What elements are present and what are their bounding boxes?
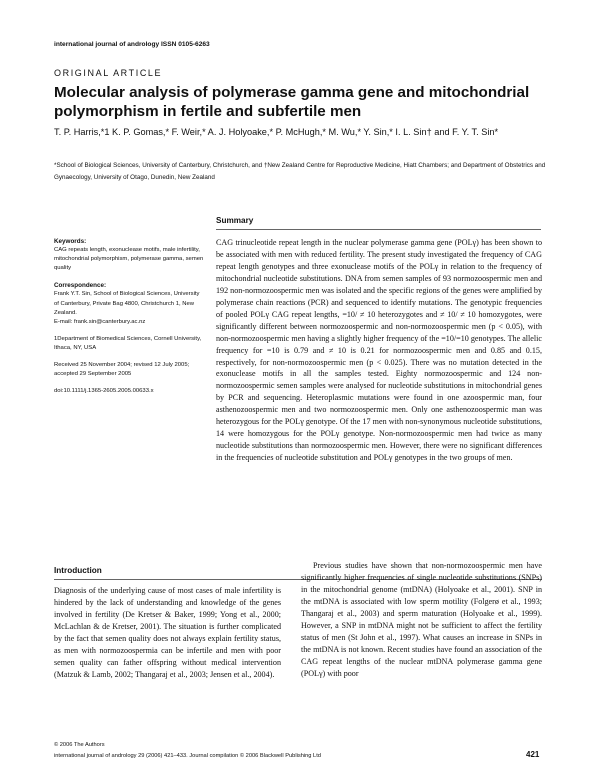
introduction-heading: Introduction [54,566,102,575]
page-number: 421 [526,750,540,759]
copyright-notice: © 2006 The Authors [54,742,105,748]
doi: doi:10.1111/j.1365-2605.2005.00633.x [54,388,154,395]
introduction-column-left: Diagnosis of the underlying cause of most cases of male infertility is hindered by the lack of understanding and knowledge of the genes involved in fertility (De Kretser & Baker, 1999; Yong et al., 2000; McLachlan & de Kretser, 2001). The situation is further complicated by the fact that semen quality does not always explain fertility status, as men with normozoospermia can be infertile and men with poor semen quality can father offspring without medical intervention (Matzuk & Lamb, 2002; Thangaraj et al., 2003; Jensen et al., 2004). [54,586,281,679]
affiliations: *School of Biological Sciences, University of Canterbury, Christchurch, and †New Zealand Centre for Reproductive Medicine, Hiatt Chambers; and Department of Obstetrics and Gynaecology, University of Otago, Dunedin, New Zealand [54,162,546,181]
summary-divider [216,229,541,230]
footer-citation: international journal of andrology 29 (2006) 421–433. Journal compilation © 2006 Blackwell Publishing Ltd [54,753,321,759]
correspondence-address: Frank Y.T. Sin, School of Biological Sciences, University of Canterbury, Private Bag 4800, Christchurch 1, New Zealand. [54,291,200,316]
section-label: ORIGINAL ARTICLE [54,68,163,78]
received-dates: Received 25 November 2004; revised 12 July 2005; accepted 29 September 2005 [54,362,190,378]
keywords-text: CAG repeats length, exonuclease motifs, male infertility, mitochondrial polymorphism, polymerase gamma, semen quality [54,247,204,272]
article-title: Molecular analysis of polymerase gamma gene and mitochondrial polymorphism in fertile and subfertile men [54,84,530,120]
abstract-body: CAG trinucleotide repeat length in the nuclear polymerase gamma gene (POLγ) has been shown to be associated with men with reduced fertility. The present study investigated the frequency of CAG repeat length genotypes and three exonuclease motifs of the POLγ in relation to the frequency of mitochondrial nucleotide substitutions. DNA from semen samples of 93 normozoospermic men and 192 non-normozoospermic men was isolated and the specific regions of the genes were amplified by polymerase chain reactions (PCR) and sequenced to identify mutations. The genotypic frequencies of pooled POLγ CAG repeat lengths, =10/ ≠ 10 heterozygotes and ≠ 10/ ≠ 10 homozygotes, were significantly different between normozoospermic and non-normozoospermic men (p < 0.05), with non-normozoospermic men having a slightly higher frequency of the =10/=10 genotypes. The allelic frequency for =10 is 0.79 and ≠ 10 is 0.21 for normozoospermic men and 0.85 and 0.15, respectively, for non-normozoospermic men (p < 0.025). There was no mutation detected in the exonuclease motifs in all the samples tested. Eighty normozoospermic and 124 non-normozoospermic semen samples were analysed for nucleotide substitutions in mitochondrial genes by PCR and sequencing. Heteroplasmic mutations were found in one azoospermic man, four asthenozoospermic men and two normozoospermic men. Only one asthenozoospermic man was heterozygous for the POLγ genotype. Of the 17 men with non-synonymous nucleotide substitutions, 14 were homozygous for the POLγ genotype. Non-normozoospermic men had twice as many nucleotide substitutions than normozoospermic men. However, there were no significant differences in the frequencies of nucleotide substitution and POLγ genotypes in the two groups of men. [216,238,542,463]
journal-header: international journal of andrology ISSN 0105-6263 [54,41,210,48]
summary-heading: Summary [216,216,254,225]
introduction-column-right: Previous studies have shown that non-normozoospermic men have significantly higher frequencies of single nucleotide substitutions (SNPs) in the mitochondrial genome (mtDNA) (Holyoake et al., 2001). SNP in the mtDNA is associated with low sperm motility (Folgerø et al., 1993; Thangaraj et al., 2003) and sperm maturation (Holyoake et al., 1999). However, a SNP in mtDNA might not be sufficient to affect the fertility status of men (St John et al., 1997). What causes an increase in SNPs in the mtDNA is not known. Recent studies have found an association of the CAG repeat lengths of the nuclear mtDNA polymerase gamma gene (POLγ) with poor [301,561,542,678]
correspondence-email: E-mail: frank.sin@canterbury.ac.nz [54,318,146,325]
correspondence-block [54,281,206,326]
keywords-block [54,237,206,273]
correspondence-label: Correspondence: [54,282,107,290]
article-sidebar [54,237,206,404]
author-footnote: 1Department of Biomedical Sciences, Cornell University, Ithaca, NY, USA [54,335,202,351]
keywords-label: Keywords: [54,238,87,245]
author-list: T. P. Harris,*1 K. P. Gomas,* F. Weir,* A. J. Holyoake,* P. McHugh,* M. Wu,* Y. Sin,* I. L. Sin† and F. Y. T. Sin* [54,127,499,137]
